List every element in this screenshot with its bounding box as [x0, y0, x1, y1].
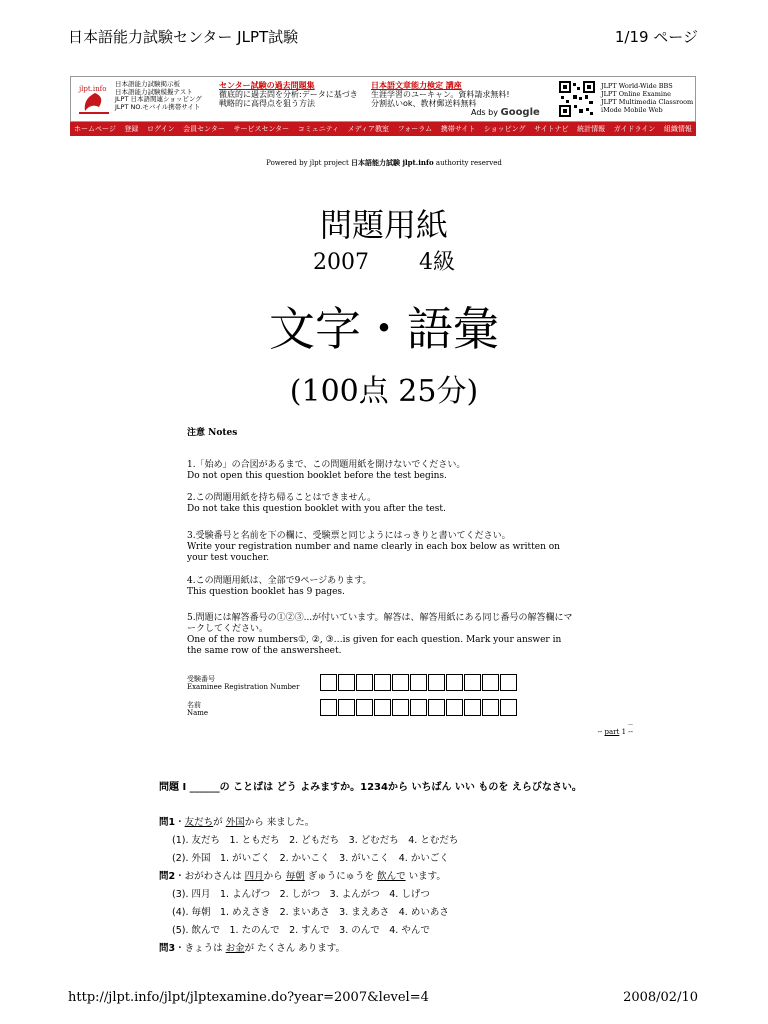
link-online-examine[interactable]: JLPT Online Examine	[601, 90, 672, 98]
logo-links[interactable]	[115, 81, 225, 111]
name-box[interactable]	[356, 699, 373, 716]
powered-suffix: authority reserved	[435, 159, 502, 167]
question-3	[159, 940, 345, 954]
note-1	[187, 460, 577, 482]
name-label-en: Name	[187, 709, 209, 717]
reg-box[interactable]	[320, 674, 337, 691]
q3-label: 問3	[159, 943, 176, 954]
footer-date: 2008/02/10	[623, 990, 698, 1005]
q2-mid-1: から	[263, 871, 286, 882]
nav-item-member-center[interactable]: 会員センター	[183, 125, 225, 133]
options-2: (2). 外国 1. がいごく 2. かいこく 3. がいこく 4. かいごく	[172, 853, 449, 864]
link-bbs[interactable]: JLPT World-Wide BBS	[601, 82, 673, 90]
reg-box[interactable]	[446, 674, 463, 691]
link-imode[interactable]: iMode Mobile Web	[601, 106, 663, 114]
reg-box[interactable]	[482, 674, 499, 691]
q2-label: 問2	[159, 871, 176, 882]
ad-2-title[interactable]: 日本語文章能力検定 講座	[371, 81, 462, 90]
q2-post: います。	[405, 871, 446, 882]
right-links[interactable]	[601, 82, 697, 114]
nav-bar	[70, 122, 696, 136]
name-boxes[interactable]	[320, 699, 518, 716]
name-box[interactable]	[374, 699, 391, 716]
question-1	[159, 814, 314, 828]
ad-1-line-1: 徹底的に過去問を分析:データに基づき	[219, 90, 358, 99]
nav-item-service-center[interactable]: サービスセンター	[233, 125, 290, 133]
registration-number-boxes[interactable]	[320, 674, 518, 691]
powered-by	[0, 158, 768, 168]
site-banner	[70, 76, 696, 136]
note-1-jp: 1.「始め」の合図があるまで、この問題用紙を開けないでください。	[187, 460, 466, 470]
page-marker	[598, 722, 633, 736]
title-score-time: (100点 25分)	[289, 374, 479, 409]
nav-item-sitenavi[interactable]: サイトナビ	[534, 125, 569, 133]
q1-word-1: 友だち	[184, 817, 214, 828]
q1-word-2: 外国	[225, 817, 245, 828]
jlpt-logo-icon[interactable]	[75, 81, 113, 117]
question-heading: 問題 I ______の ことばは どう よみますか。1234から いちばん いい ものを えらびなさい。	[159, 782, 582, 793]
registration-label-en: Examinee Registration Number	[187, 683, 300, 691]
q2-word-2: 毎朝	[285, 871, 305, 882]
title-year: 2007	[313, 250, 369, 275]
name-label	[187, 701, 208, 717]
banner-top	[70, 76, 696, 122]
footer-url: http://jlpt.info/jlpt/jlptexamine.do?year=2007&level=4	[68, 990, 429, 1005]
q1-pre: ・	[175, 817, 185, 828]
question-2	[159, 868, 446, 882]
q1-mid: が	[213, 817, 226, 828]
note-5-jp: 5.問題には解答番号の①②③...が付いています。解答は、解答用紙にある同じ番号の解答欄にマークしてください。	[187, 613, 573, 634]
reg-box[interactable]	[500, 674, 517, 691]
ad-2[interactable]	[371, 81, 551, 108]
note-4-jp: 4.この問題用紙は、全部で9ページあります。	[187, 576, 372, 586]
nav-item-home[interactable]: ホームページ	[74, 125, 116, 133]
ads-by-label: Ads by	[471, 108, 498, 117]
note-3-en: Write your registration number and name clearly in each box below as written on your test voucher.	[187, 542, 560, 563]
svg-text:jlpt.info: jlpt.info	[79, 85, 107, 93]
reg-box[interactable]	[464, 674, 481, 691]
powered-brand: 日本語能力試験 jlpt.info	[351, 158, 434, 167]
nav-item-login[interactable]: ログイン	[146, 125, 175, 133]
note-1-en: Do not open this question booklet before the test begins.	[187, 471, 447, 481]
name-box[interactable]	[464, 699, 481, 716]
q3-post: が たくさん あります。	[244, 943, 345, 954]
q1-post: から 来ました。	[244, 817, 315, 828]
name-box[interactable]	[410, 699, 427, 716]
nav-item-forum[interactable]: フォーラム	[397, 125, 433, 133]
qr-code-icon	[559, 81, 595, 117]
note-4-en: This question booklet has 9 pages.	[187, 587, 345, 597]
nav-item-mobile[interactable]: 携帯サイト	[440, 125, 476, 133]
q2-pre: ・おがわさんは	[175, 871, 245, 882]
nav-item-community[interactable]: コミュニティ	[297, 125, 340, 133]
logo-link-3[interactable]: JLPT 日本語関連ショッピング	[115, 95, 202, 103]
nav-item-media[interactable]: メディア教室	[347, 125, 390, 133]
nav-item-stats[interactable]: 統計情報	[577, 125, 606, 133]
logo-link-1[interactable]: 日本語能力試験掲示板	[115, 80, 180, 88]
ads-brand: Google	[500, 107, 540, 118]
reg-box[interactable]	[338, 674, 355, 691]
page-marker-suffix: 1 --	[619, 728, 633, 736]
note-5-en: One of the row numbers①, ②, ③…is given for each question. Mark your answer in the same row of the answersheet.	[187, 635, 562, 656]
nav-item-register[interactable]: 登録	[124, 125, 139, 133]
title-question-paper: 問題用紙	[319, 206, 448, 244]
q2-word-3: 飲んで	[377, 871, 406, 882]
reg-box[interactable]	[392, 674, 409, 691]
name-label-jp: 名前	[187, 701, 201, 709]
q2-mid-2: ぎゅうにゅうを	[304, 871, 378, 882]
nav-item-guideline[interactable]: ガイドライン	[613, 125, 656, 133]
page-marker-top: —	[628, 722, 633, 728]
name-box[interactable]	[428, 699, 445, 716]
ad-1[interactable]	[219, 81, 369, 108]
name-box[interactable]	[338, 699, 355, 716]
note-2-jp: 2.この問題用紙を持ち帰ることはできません。	[187, 493, 377, 503]
title-level: 4級	[419, 250, 455, 275]
options-3: (3). 四月 1. よんげつ 2. しがつ 3. よんがつ 4. しげつ	[172, 889, 430, 900]
reg-box[interactable]	[356, 674, 373, 691]
name-box[interactable]	[320, 699, 337, 716]
q1-label: 問1	[159, 817, 176, 828]
nav-item-org[interactable]: 組織情報	[663, 125, 692, 133]
registration-label	[187, 675, 299, 691]
header-page-count: 1/19 ページ	[614, 28, 698, 46]
options-5: (5). 飲んで 1. たのんで 2. すんで 3. のんで 4. やんで	[172, 925, 430, 936]
reg-box[interactable]	[428, 674, 445, 691]
page-marker-prefix: --	[597, 728, 605, 736]
name-box[interactable]	[392, 699, 409, 716]
note-2-en: Do not take this question booklet with you after the test.	[187, 504, 446, 514]
name-box[interactable]	[500, 699, 517, 716]
q3-word-1: お金	[225, 943, 245, 954]
q2-word-1: 四月	[244, 871, 264, 882]
name-box[interactable]	[446, 699, 463, 716]
registration-label-jp: 受験番号	[187, 675, 215, 683]
notes-heading: 注意 Notes	[187, 428, 238, 438]
name-box[interactable]	[482, 699, 499, 716]
ad-2-line-2: 分割払いok、教材郵送料無料	[371, 99, 477, 108]
powered-prefix: Powered by jlpt project	[266, 159, 349, 167]
logo-link-2[interactable]: 日本語能力試験模擬テスト	[115, 87, 193, 96]
ad-1-line-2: 戦略的に高得点を狙う方法	[219, 99, 315, 108]
link-multimedia[interactable]: JLPT Multimedia Classroom	[601, 98, 694, 106]
nav-item-shopping[interactable]: ショッピング	[483, 125, 526, 133]
q3-pre: ・きょうは	[175, 943, 226, 954]
page-marker-link[interactable]: part	[604, 728, 620, 736]
title-subject: 文字・語彙	[269, 302, 499, 356]
note-4	[187, 576, 577, 598]
note-3-jp: 3.受験番号と名前を下の欄に、受験票と同じようにはっきりと書いてください。	[187, 531, 511, 541]
options-4: (4). 毎朝 1. めえさき 2. まいあさ 3. まえあさ 4. めいあさ	[172, 907, 449, 918]
ad-1-title[interactable]: センター試験の過去問題集	[219, 81, 315, 90]
reg-box[interactable]	[410, 674, 427, 691]
reg-box[interactable]	[374, 674, 391, 691]
header-title: 日本語能力試験センター JLPT試験	[68, 28, 299, 46]
note-2	[187, 493, 577, 515]
note-5	[187, 613, 577, 657]
note-3	[187, 531, 577, 564]
ad-2-line-1: 生涯学習のユーキャン。資料請求無料!	[371, 90, 510, 99]
options-1: (1). 友だち 1. ともだち 2. どもだち 3. どむだち 4. とむだち	[172, 835, 459, 846]
logo-link-4[interactable]: JLPT NO.モバイル携帯サイト	[115, 102, 201, 111]
ads-by-google[interactable]	[471, 107, 540, 118]
title-year-level	[0, 245, 768, 276]
